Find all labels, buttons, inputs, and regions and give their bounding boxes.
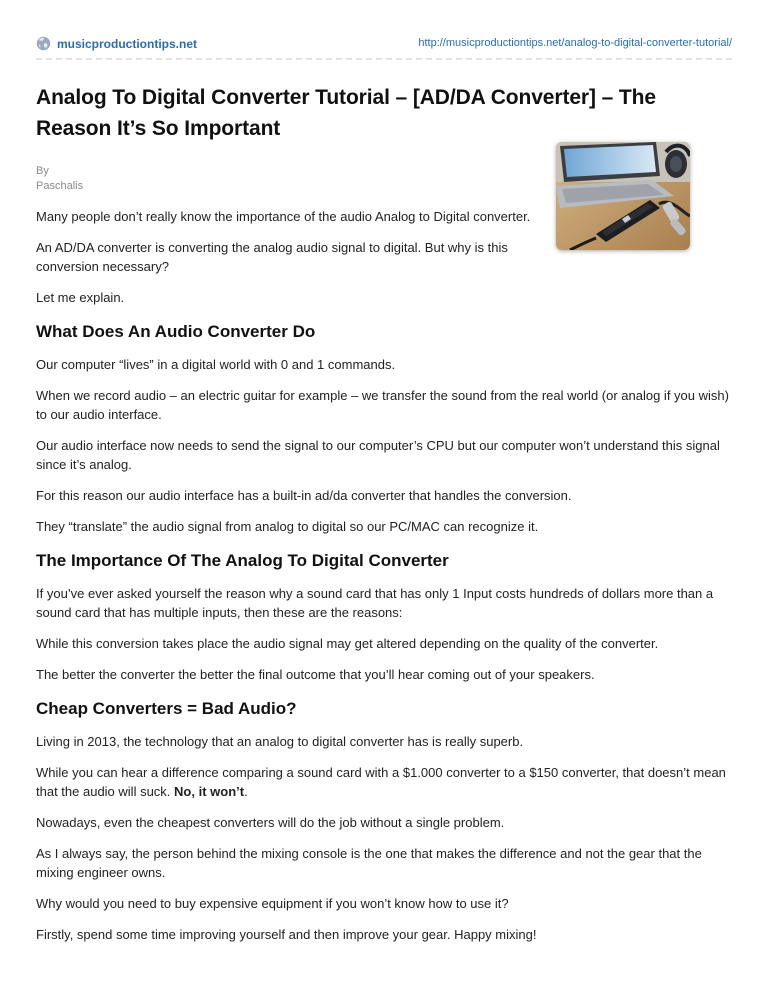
site-link[interactable] — [36, 36, 197, 51]
paragraph — [36, 763, 732, 801]
paragraph: If you’ve ever asked yourself the reason why a sound card that has only 1 Input costs hundreds of dollars more than a sound card that has multiple inputs, then these are the reasons: — [36, 586, 714, 620]
paragraph: They “translate” the audio signal from analog to digital so our PC/MAC can recognize it. — [36, 519, 539, 534]
paragraph: The better the converter the better the final outcome that you’ll hear coming out of your speakers. — [36, 667, 595, 682]
paragraph-text: While you can hear a difference comparing a sound card with a $1.000 converter to a $150 converter, that doesn’t mean that the audio will suck. — [36, 765, 726, 799]
paragraph: Many people don’t really know the importance of the audio Analog to Digital converter. — [36, 209, 531, 224]
paragraph: Living in 2013, the technology that an analog to digital converter has is really superb. — [36, 734, 524, 749]
paragraph: Our audio interface now needs to send the signal to our computer’s CPU but our computer won’t understand this signal since it’s analog. — [36, 438, 720, 472]
paragraph-end: . — [244, 784, 248, 799]
site-name: musicproductiontips.net — [57, 36, 198, 51]
by-label: By — [36, 165, 49, 177]
globe-icon — [36, 36, 51, 51]
section-heading: Cheap Converters = Bad Audio? — [36, 699, 297, 718]
section-heading: The Importance Of The Analog To Digital Converter — [36, 551, 449, 570]
page-url-link[interactable]: http://musicproductiontips.net/analog-to-digital-converter-tutorial/ — [418, 37, 732, 49]
paragraph: Why would you need to buy expensive equipment if you won’t know how to use it? — [36, 896, 509, 911]
article-title: Analog To Digital Converter Tutorial – [AD/DA Converter] – The Reason It’s So Important — [36, 86, 656, 140]
paragraph: For this reason our audio interface has a built-in ad/da converter that handles the conversion. — [36, 488, 572, 503]
paragraph: When we record audio – an electric guitar for example – we transfer the sound from the real world (or analog if you wish) to our audio interface. — [36, 388, 729, 422]
paragraph: An AD/DA converter is converting the analog audio signal to digital. But why is this conversion necessary? — [36, 240, 508, 274]
section-heading: What Does An Audio Converter Do — [36, 322, 316, 341]
emphasis-text: No, it won’t — [174, 784, 245, 799]
article — [36, 82, 732, 944]
byline — [36, 164, 732, 194]
paragraph: Our computer “lives” in a digital world with 0 and 1 commands. — [36, 357, 396, 372]
paragraph: As I always say, the person behind the mixing console is the one that makes the difference and not the gear that the mixing engineer owns. — [36, 846, 702, 880]
paragraph: Nowadays, even the cheapest converters will do the job without a single problem. — [36, 815, 505, 830]
page-header — [36, 36, 732, 52]
header-divider — [36, 58, 732, 60]
author-name: Paschalis — [36, 180, 84, 192]
paragraph: Firstly, spend some time improving yourself and then improve your gear. Happy mixing! — [36, 927, 537, 942]
paragraph: Let me explain. — [36, 290, 125, 305]
paragraph: While this conversion takes place the audio signal may get altered depending on the quality of the converter. — [36, 636, 659, 651]
